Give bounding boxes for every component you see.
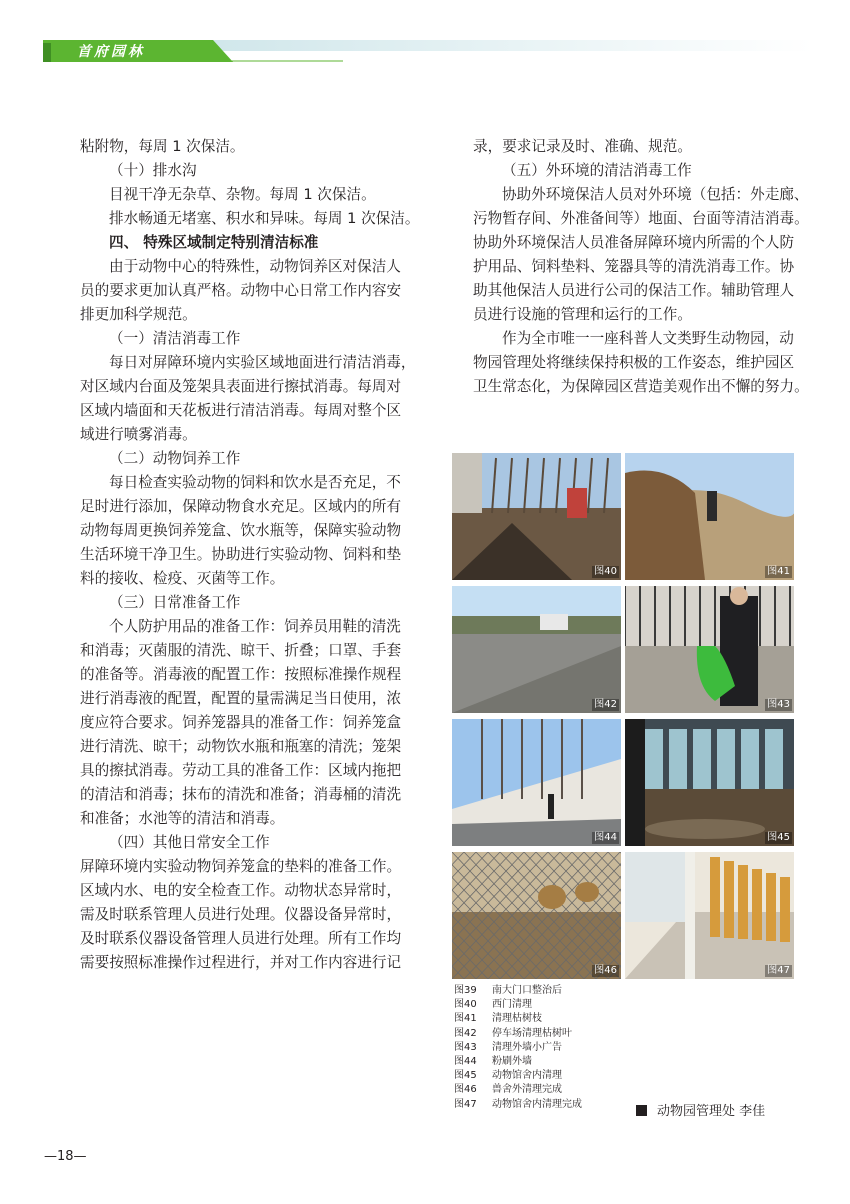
photo-1 xyxy=(452,453,621,580)
text-line: 个人防护用品的准备工作：饲养员用鞋的清洗 xyxy=(109,618,401,635)
page-number: —18— xyxy=(44,1149,87,1164)
magazine-title: 首府园林 xyxy=(77,44,145,60)
photo-6 xyxy=(625,719,794,846)
caption-label: 图44 xyxy=(454,1056,477,1068)
caption-text: 粉刷外墙 xyxy=(492,1056,532,1068)
text-line: 屏障环境内实验动物饲养笼盒的垫料的准备工作。 xyxy=(80,858,402,875)
caption-row xyxy=(454,1055,582,1069)
text-line: 目视干净无杂草、杂物。每周 1 次保洁。 xyxy=(109,186,376,203)
text-line: 粘附物，每周 1 次保洁。 xyxy=(80,138,245,155)
text-line: （一）清洁消毒工作 xyxy=(109,330,241,347)
text-line: （二）动物饲养工作 xyxy=(109,450,241,467)
photo-number-label: 图44 xyxy=(594,832,617,843)
text-line: 具的擦拭消毒。劳动工具的准备工作：区域内拖把 xyxy=(80,762,402,779)
photo-number-label: 图43 xyxy=(767,699,790,710)
caption-text: 清理枯树枝 xyxy=(492,1013,542,1025)
caption-row xyxy=(454,1041,582,1055)
text-line: 生活环境干净卫生。协助进行实验动物、饲料和垫 xyxy=(80,546,402,563)
caption-text: 西门清理 xyxy=(492,999,532,1011)
caption-text: 兽舍外清理完成 xyxy=(492,1084,562,1096)
author-line xyxy=(636,1100,765,1119)
text-line: 区域内墙面和天花板进行清洁消毒。每周对整个区 xyxy=(80,402,402,419)
text-line: （三）日常准备工作 xyxy=(109,594,241,611)
caption-label: 图47 xyxy=(454,1098,477,1110)
text-line: 度应符合要求。饲养笼器具的准备工作：饲养笼盒 xyxy=(80,714,402,731)
caption-label: 图45 xyxy=(454,1070,477,1082)
text-line: 每日对屏障环境内实验区域地面进行清洁消毒， xyxy=(109,354,416,371)
right-text-column xyxy=(473,135,809,399)
caption-row xyxy=(454,998,582,1012)
text-line: （四）其他日常安全工作 xyxy=(109,834,270,851)
text-line: 污物暂存间、外准备间等）地面、台面等清洁消毒。 xyxy=(473,210,809,227)
text-line: （五）外环境的清洁消毒工作 xyxy=(502,162,692,179)
caption-text: 南大门口整治后 xyxy=(492,985,562,996)
text-line: 和准备；水池等的清洁和消毒。 xyxy=(80,810,285,827)
photo-2 xyxy=(625,453,794,580)
text-line: 四、 特殊区域制定特别清洁标准 xyxy=(109,234,319,251)
text-line: 进行清洗、晾干；动物饮水瓶和瓶塞的清洗；笼架 xyxy=(80,738,402,755)
photo-7 xyxy=(452,852,621,979)
text-line: 及时联系仪器设备管理人员进行处理。所有工作均 xyxy=(80,930,402,947)
photo-number-label: 图41 xyxy=(767,566,790,577)
left-text-column xyxy=(80,135,420,975)
photo-5 xyxy=(452,719,621,846)
text-line: 对区域内台面及笼架具表面进行擦拭消毒。每周对 xyxy=(80,378,402,395)
caption-row xyxy=(454,1012,582,1026)
caption-text: 动物馆舍内清理完成 xyxy=(492,1098,582,1110)
text-line: 和消毒；灭菌服的清洗、晾干、折叠；口罩、手套 xyxy=(80,642,402,659)
text-line: 需及时联系管理人员进行处理。仪器设备异常时， xyxy=(80,906,402,923)
text-line: 排水畅通无堵塞、积水和异味。每周 1 次保洁。 xyxy=(109,210,420,227)
text-line: 每日检查实验动物的饲料和饮水是否充足，不 xyxy=(109,474,401,491)
photo-number-label: 图42 xyxy=(594,699,617,710)
text-line: 作为全市唯一一座科普人文类野生动物园，动 xyxy=(502,330,794,347)
photo-8 xyxy=(625,852,794,979)
square-bullet-icon xyxy=(636,1105,647,1116)
caption-label: 图46 xyxy=(454,1084,477,1096)
text-line: 由于动物中心的特殊性，动物饲养区对保洁人 xyxy=(109,258,401,275)
text-line: 需要按照标准操作过程进行，并对工作内容进行记 xyxy=(80,954,402,971)
photo-3 xyxy=(452,586,621,713)
text-line: 进行消毒液的配置，配置的量需满足当日使用，浓 xyxy=(80,690,402,707)
text-line: 的清洁和消毒；抹布的清洗和准备；消毒桶的清洗 xyxy=(80,786,402,803)
text-line: 员的要求更加认真严格。动物中心日常工作内容安 xyxy=(80,282,402,299)
caption-label: 图41 xyxy=(454,1013,477,1025)
caption-row xyxy=(454,1098,582,1112)
caption-text: 动物馆舍内清理 xyxy=(492,1070,562,1082)
text-line: 足时进行添加，保障动物食水充足。区域内的所有 xyxy=(80,498,402,515)
caption-text: 清理外墙小广告 xyxy=(492,1041,562,1053)
photo-number-label: 图47 xyxy=(767,965,790,976)
caption-text: 停车场清理枯树叶 xyxy=(492,1027,572,1039)
caption-label: 图42 xyxy=(454,1027,477,1039)
caption-label: 图40 xyxy=(454,999,477,1011)
caption-row xyxy=(454,1069,582,1083)
text-line: 区域内水、电的安全检查工作。动物状态异常时， xyxy=(80,882,402,899)
photo-captions xyxy=(454,984,582,1112)
photo-number-label: 图40 xyxy=(594,566,617,577)
text-line: 料的接收、检疫、灭菌等工作。 xyxy=(80,570,285,587)
text-line: 卫生常态化，为保障园区营造美观作出不懈的努力。 xyxy=(473,378,809,395)
caption-label: 图43 xyxy=(454,1041,477,1053)
text-line: 员进行设施的管理和运行的工作。 xyxy=(473,306,692,323)
caption-label: 图39 xyxy=(454,985,477,996)
author-text: 动物园管理处 李佳 xyxy=(657,1104,766,1119)
text-line: 动物每周更换饲养笼盒、饮水瓶等，保障实验动物 xyxy=(80,522,402,539)
photo-4 xyxy=(625,586,794,713)
photo-number-label: 图45 xyxy=(767,832,790,843)
photo-number-label: 图46 xyxy=(594,965,617,976)
text-line: 的准备等。消毒液的配置工作：按照标准操作规程 xyxy=(80,666,402,683)
text-line: 排更加科学规范。 xyxy=(80,306,197,323)
text-line: 物园管理处将继续保持积极的工作姿态，维护园区 xyxy=(473,354,795,371)
text-line: 协助外环境保洁人员准备屏障环境内所需的个人防 xyxy=(473,234,795,251)
text-line: 协助外环境保洁人员对外环境（包括：外走廊、 xyxy=(502,186,809,203)
text-line: （十）排水沟 xyxy=(109,162,197,179)
text-line: 录，要求记录及时、准确、规范。 xyxy=(473,138,692,155)
caption-row xyxy=(454,984,582,998)
text-line: 护用品、饲料垫料、笼器具等的清洗消毒工作。协 xyxy=(473,258,795,275)
caption-row xyxy=(454,1083,582,1097)
text-line: 域进行喷雾消毒。 xyxy=(80,426,197,443)
text-line: 助其他保洁人员进行公司的保洁工作。辅助管理人 xyxy=(473,282,795,299)
caption-row xyxy=(454,1027,582,1041)
